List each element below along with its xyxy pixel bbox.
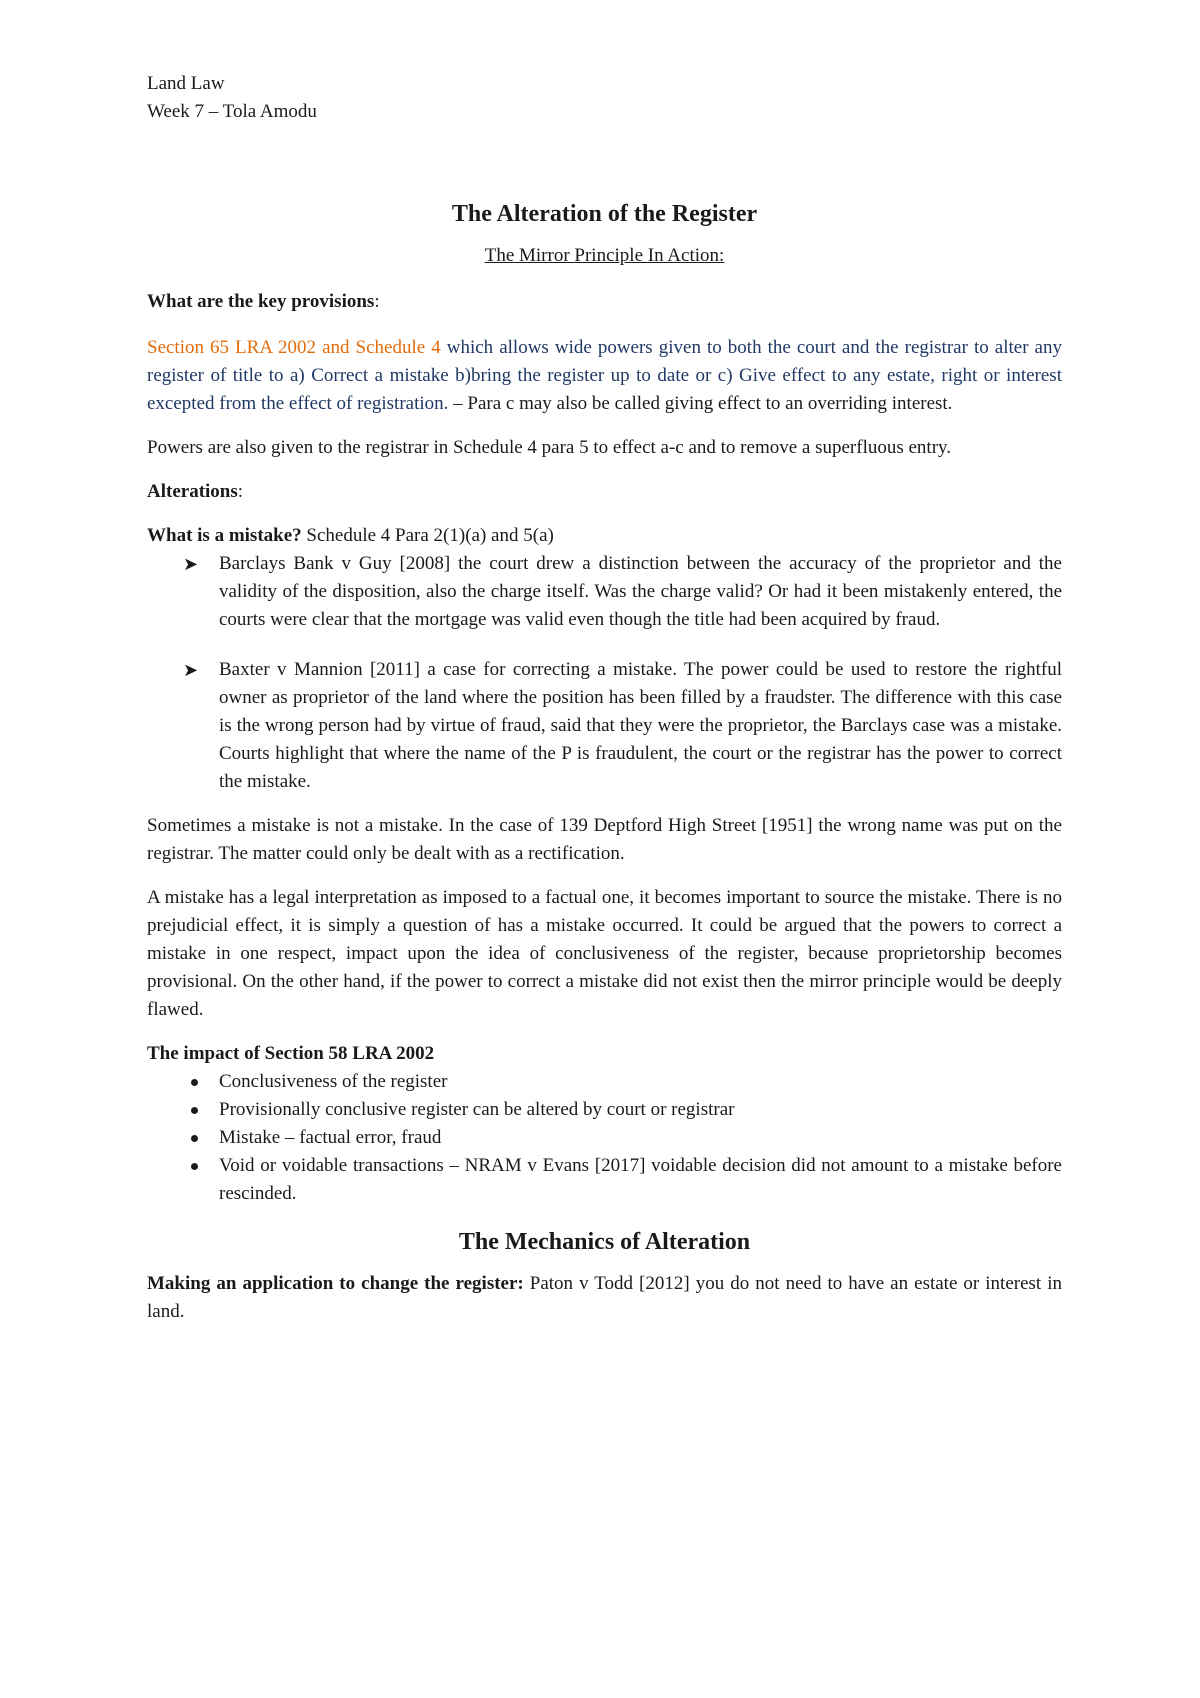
mistake-heading: What is a mistake? [147,525,302,546]
header-week: Week 7 – Tola Amodu [147,101,317,122]
alterations-heading: Alterations [147,481,238,502]
key-provisions-colon: : [374,291,380,312]
key-provisions-heading: What are the key provisions [147,291,375,312]
impact-heading: The impact of Section 58 LRA 2002 [147,1043,435,1064]
alteration-powers-text: which allows wide powers given to both the court and the registrar to alter any register of title to a) Correct a mistake b)bring the register up to date or c) Give effect to any estate, right or interest excepted from the effect of registration. [147,337,1062,414]
list-item-barclays [147,550,1062,634]
legal-interpretation-paragraph: A mistake has a legal interpretation as imposed to a factual one, it becomes important to source the mistake. There is no prejudicial effect, it is simply a question of has a mistake occurred. It could be argued that the powers to correct a mistake in one respect, impact upon the idea of conclusiveness of the register, because proprietorship becomes provisional. On the other hand, if the power to correct a mistake did not exist then the mirror principle would be deeply flawed. [147,887,1062,1020]
sometimes-paragraph: Sometimes a mistake is not a mistake. In the case of 139 Deptford High Street [1951] the wrong name was put on the registrar. The matter could only be dealt with as a rectification. [147,815,1062,864]
para-c-note: – Para c may also be called giving effect to an overriding interest. [448,393,953,414]
alterations-colon: : [237,481,244,502]
registrar-powers-paragraph: Powers are also given to the registrar in Schedule 4 para 5 to effect a-c and to remove a superfluous entry. [147,437,952,458]
list-item-text: Baxter v Mannion [2011] a case for correcting a mistake. The power could be used to restore the rightful owner as proprietor of the land where the position has been filled by a fraudster. The difference with this case is the wrong person had by virtue of fraud, said that they were the proprietor, the Barclays case was a mistake. Courts highlight that where the name of the P is fraudulent, the court or the registrar has the power to correct the mistake. [219,659,1062,792]
section-65-reference: Section 65 LRA 2002 and Schedule 4 [147,337,441,358]
mistake-reference: Schedule 4 Para 2(1)(a) and 5(a) [301,525,554,546]
arrowhead-bullet-icon: ➤ [183,554,199,574]
key-provisions-heading-line [147,288,1062,316]
arrowhead-bullet-icon: ➤ [183,660,199,680]
list-item: Conclusiveness of the register [147,1068,1062,1096]
mechanics-paragraph [147,1270,1062,1326]
impact-list [147,1068,1062,1208]
list-item-text: Barclays Bank v Guy [2008] the court drew a distinction between the accuracy of the proprietor and the validity of the disposition, also the charge itself. Was the charge valid? Or had it been mistakenly entered, the courts were clear that the mortgage was valid even though the title had been acquired by fraud. [219,553,1062,630]
document-body [147,70,1062,1326]
list-item: Provisionally conclusive register can be altered by court or registrar [147,1096,1062,1124]
mechanics-text: Paton v Todd [2012] you do not need to have an estate or interest in land. [147,1273,1062,1322]
key-provisions-paragraph [147,334,1062,418]
list-item: Mistake – factual error, fraud [147,1124,1062,1152]
case-list [147,550,1062,796]
list-item: Void or voidable transactions – NRAM v Evans [2017] voidable decision did not amount to a mistake before rescinded. [147,1152,1062,1208]
round-bullet-icon [191,1163,198,1170]
page-title: The Alteration of the Register [451,201,758,227]
mechanics-lead: Making an application to change the register: [147,1273,524,1294]
header-course: Land Law [147,73,225,94]
mistake-heading-line [147,522,1062,550]
alterations-heading-line [147,478,1062,506]
mechanics-heading: The Mechanics of Alteration [458,1229,751,1255]
round-bullet-icon [191,1079,198,1086]
list-item-baxter [147,656,1062,796]
page-subtitle: The Mirror Principle In Action: [484,245,725,266]
round-bullet-icon [191,1135,198,1142]
round-bullet-icon [191,1107,198,1114]
